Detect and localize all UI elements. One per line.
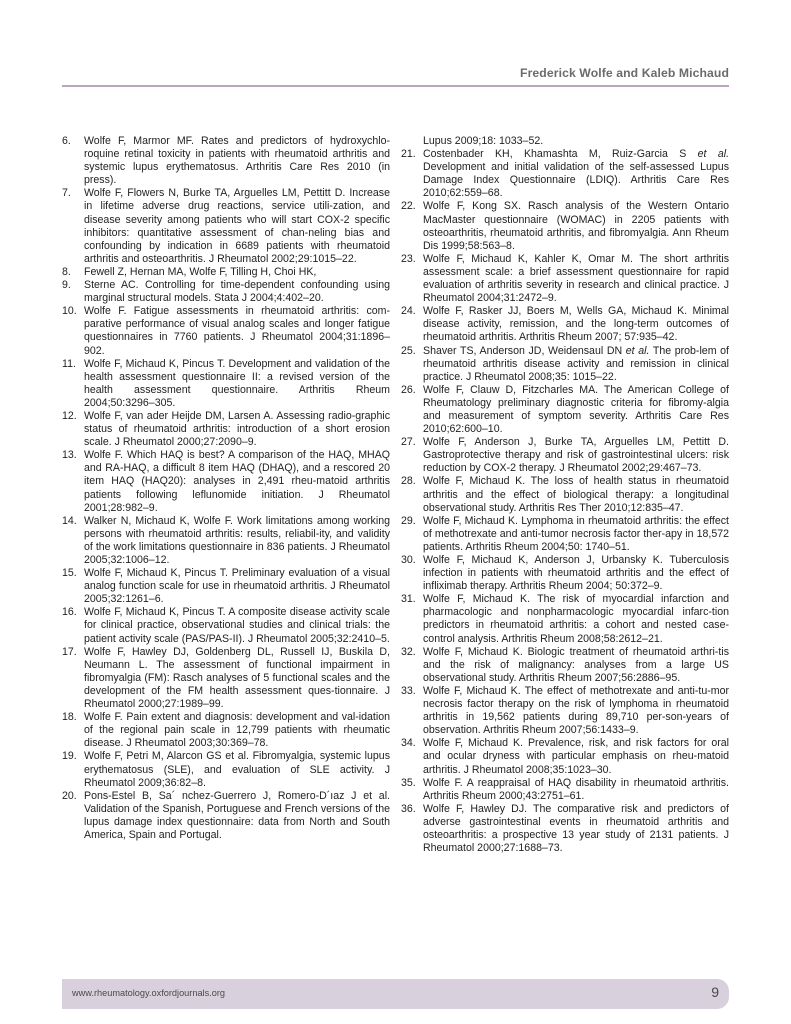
reference-text: Wolfe F, Flowers N, Burke TA, Arguelles LM, Pettitt D. Increase in lifetime adverse drug reactions, service utili-zation, and disease severity among patients who will start COX-2 specific inhibitors: quantitative assessment of chan-neling bias and confounding by indication in 6689 patients with rheumatoid arthritis and osteoarthritis. J Rheumatol 2002;29:1015–22.	[84, 187, 390, 265]
reference-text: Wolfe F. Which HAQ is best? A comparison of the HAQ, MHAQ and RA-HAQ, a difficult 8 item HAQ (DHAQ), and a rescored 20 item HAQ (HAQ20): analyses in 2,491 rheu-matoid arthritis patients following leflunomide initiation. J Rheumatol 2001;28:982–9.	[84, 449, 390, 514]
reference-text: Wolfe F, Michaud K, Anderson J, Urbansky K. Tuberculosis infection in patients with rheumatoid arthritis and the effect of infliximab therapy. Arthritis Rheum 2004; 50:372–9.	[423, 554, 729, 593]
reference-text: Pons-Estel B, Sa´ nchez-Guerrero J, Romero-D´ıaz J et al. Validation of the Spanish, Portuguese and French versions of the lupus damage index questionnaire: data from North and South America, Spain and Portugal.	[84, 789, 390, 841]
reference-text: Sterne AC. Controlling for time-dependent confounding using marginal structural models. Stata J 2004;4:402–20.	[84, 279, 390, 305]
reference-text: Wolfe F, Michaud K. The effect of methotrexate and anti-tu-mor necrosis factor therapy on the risk of lymphoma in rheumatoid arthritis in 19,562 patients during 89,710 per-son-years of observation. Arthritis Rheum 2007;56:1433–9.	[423, 684, 729, 737]
reference-item	[401, 200, 729, 252]
reference-item	[401, 253, 729, 305]
page-number: 9	[711, 984, 719, 1000]
reference-number: 28.	[401, 475, 416, 488]
reference-number: 6.	[62, 135, 71, 147]
reference-item	[401, 803, 729, 855]
reference-text: Wolfe F, Michaud K. The loss of health status in rheumatoid arthritis and the effect of biological therapy: a longitudinal observational study. Arthritis Res Ther 2010;12:835–47.	[423, 475, 729, 514]
reference-et-al: et al.	[625, 344, 650, 357]
reference-item	[401, 345, 729, 384]
reference-item	[401, 515, 729, 554]
references-right-column	[401, 135, 729, 855]
reference-text: Wolfe F, Marmor MF. Rates and predictors of hydroxychlo-roquine retinal toxicity in patients with rheumatoid arthritis and systemic lupus erythematosus. Arthritis Care Res 2010 (in press).	[84, 135, 390, 187]
reference-item	[62, 750, 390, 789]
reference-text-part: The prob-lem of rheumatoid arthritis disease activity and remission in clinical practice. J Rheumatol 2008;35: 1015–22.	[423, 344, 729, 383]
reference-text: Wolfe F, Anderson J, Burke TA, Arguelles LM, Pettitt D. Gastroprotective therapy and risk of gastrointestinal ulcers: risk reduction by COX-2 therapy. J Rheumatol 2002;29:467–73.	[423, 436, 729, 475]
reference-text: Wolfe F, Michaud K. Lymphoma in rheumatoid arthritis: the effect of methotrexate and anti-tumor necrosis factor ther-apy in 18,572 patients. Arthritis Rheum 2004;50: 1740–51.	[423, 514, 729, 553]
reference-number: 29.	[401, 514, 416, 527]
references-left-column	[62, 135, 390, 842]
reference-text: Wolfe F, Rasker JJ, Boers M, Wells GA, Michaud K. Minimal disease activity, remission, and the long-term outcomes of rheumatoid arthritis. Arthritis Rheum 2007; 57:935–42.	[423, 305, 729, 344]
reference-item	[62, 187, 390, 266]
reference-text: Wolfe F, van ader Heijde DM, Larsen A. Assessing radio-graphic status of rheumatoid arthritis: introduction of a short erosion scale. J Rheumatol 2000;27:2090–9.	[84, 409, 390, 449]
reference-text: Wolfe F, Michaud K, Pincus T. Preliminary evaluation of a visual analog function scale for use in rheumatoid arthritis. J Rheumatol 2005;32:1261–6.	[84, 567, 390, 606]
header-rule	[62, 85, 729, 87]
reference-text: Fewell Z, Hernan MA, Wolfe F, Tilling H, Choi HK,	[84, 265, 317, 278]
reference-item	[401, 646, 729, 685]
reference-item	[62, 646, 390, 711]
reference-number: 26.	[401, 383, 416, 396]
reference-text: Walker N, Michaud K, Wolfe F. Work limitations among working persons with rheumatoid arthritis: results, reliabil-ity, and validity of the work limitations questionnaire in 836 patients. J Rheumatol 2005;32:1006–12.	[84, 514, 390, 566]
reference-item	[62, 449, 390, 514]
reference-item	[401, 305, 729, 344]
reference-number: 36.	[401, 802, 416, 815]
journal-url-link[interactable]: www.rheumatology.oxfordjournals.org	[72, 988, 226, 998]
reference-number: 8.	[62, 265, 71, 278]
reference-item	[62, 358, 390, 410]
reference-number: 35.	[401, 776, 416, 789]
reference-number: 23.	[401, 252, 416, 265]
reference-item	[401, 685, 729, 737]
reference-text: Wolfe F, Michaud K, Pincus T. A composite disease activity scale for clinical practice, observational studies and clinical trials: the patient activity scale (PAS/PAS-II). J Rheumatol 2005;32:2410–5.	[84, 606, 390, 645]
reference-number: 24.	[401, 305, 416, 318]
reference-text: Wolfe F, Michaud K. Prevalence, risk, and risk factors for oral and ocular dryness with particular emphasis on rheu-matoid arthritis. J Rheumatol 2008;35:1023–30.	[423, 737, 729, 776]
reference-number: 22.	[401, 200, 416, 213]
reference-item	[401, 737, 729, 776]
reference-text: Wolfe F. Pain extent and diagnosis: development and val-idation of the regional pain scale in 12,799 patients with rheumatic disease. J Rheumatol 2003;30:369–78.	[84, 711, 390, 750]
reference-item	[62, 515, 390, 567]
reference-item	[62, 266, 390, 279]
reference-text: Wolfe F, Clauw D, Fitzcharles MA. The American College of Rheumatology preliminary diagnostic criteria for fibromy-algia and measurement of symptom severity. Arthritis Care Res 2010;62:600–10.	[423, 383, 729, 436]
reference-text: Wolfe F, Michaud K, Kahler K, Omar M. The short arthritis assessment scale: a brief assessment questionnaire for rapid evaluation of arthritis severity in research and clinical practice. J Rheumatol 2004;31:2472–9.	[423, 252, 729, 305]
reference-text: Wolfe F. Fatigue assessments in rheumatoid arthritis: com-parative performance of visual analog scales and longer fatigue questionnaires in 7760 patients. J Rheumatol 2004;31:1896–902.	[84, 305, 390, 357]
reference-text: Wolfe F. A reappraisal of HAQ disability in rheumatoid arthritis. Arthritis Rheum 2000;43:2751–61.	[423, 776, 729, 802]
reference-et-al: et al.	[697, 148, 730, 161]
reference-number: 12.	[62, 409, 77, 422]
reference-number: 32.	[401, 645, 416, 658]
reference-item	[62, 135, 390, 187]
reference-item	[401, 135, 729, 148]
reference-item	[401, 148, 729, 200]
reference-number: 7.	[62, 187, 71, 200]
reference-number: 17.	[62, 645, 77, 658]
reference-item	[62, 410, 390, 449]
reference-item	[401, 777, 729, 803]
reference-number: 34.	[401, 737, 416, 750]
reference-text: Lupus 2009;18: 1033–52.	[423, 135, 544, 147]
reference-number: 19.	[62, 750, 77, 763]
reference-text: Wolfe F, Michaud K. The risk of myocardial infarction and pharmacologic and nonpharmacologic myocardial infarc-tion predictors in rheumatoid arthritis: a cohort and nested case-control analysis. Arthritis Rheum 2008;58:2612–21.	[423, 593, 729, 645]
reference-number: 14.	[62, 514, 77, 527]
reference-number: 20.	[62, 789, 77, 802]
reference-item	[401, 475, 729, 514]
reference-item	[401, 554, 729, 593]
reference-text: Wolfe F, Michaud K, Pincus T. Development and validation of the health assessment questionnaire II: a revised version of the health assessment questionnaire. Arthritis Rheum 2004;50:3296–305.	[84, 357, 390, 409]
reference-number: 30.	[401, 554, 416, 566]
reference-number: 33.	[401, 684, 416, 697]
reference-text-part: Costenbader KH, Khamashta M, Ruiz-Garcia S	[423, 148, 698, 161]
reference-item	[401, 436, 729, 475]
reference-item	[62, 790, 390, 842]
reference-item	[62, 606, 390, 645]
reference-number: 16.	[62, 606, 77, 619]
reference-item	[62, 567, 390, 606]
reference-text	[423, 148, 729, 200]
reference-number: 13.	[62, 449, 77, 462]
reference-item	[401, 384, 729, 436]
reference-number: 18.	[62, 711, 77, 724]
reference-item	[62, 279, 390, 305]
reference-text-part: Development and initial validation of the self-assessed Lupus Damage Index Questionnaire (LDIQ). Arthritis Care Res 2010;62:559–68.	[423, 161, 729, 200]
reference-number: 9.	[62, 279, 71, 292]
reference-text	[423, 345, 729, 384]
running-header-authors: Frederick Wolfe and Kaleb Michaud	[520, 66, 729, 80]
reference-text: Wolfe F, Michaud K. Biologic treatment of rheumatoid arthri-tis and the risk of malignancy: analyses from a large US observational study. Arthritis Rheum 2007;56:2886–95.	[423, 645, 729, 684]
reference-text: Wolfe F, Kong SX. Rasch analysis of the Western Ontario MacMaster questionnaire (WOMAC) in 2205 patients with osteoarthritis, rheumatoid arthritis, and fibromyalgia. Ann Rheum Dis 1999;58:563–8.	[423, 200, 729, 252]
reference-number: 15.	[62, 567, 77, 580]
reference-text: Wolfe F, Hawley DJ. The comparative risk and predictors of adverse gastrointestinal events in rheumatoid arthritis and osteoarthritis: a prospective 13 year study of 2131 patients. J Rheumatol 2000;27:1688–73.	[423, 802, 729, 855]
reference-number: 11.	[62, 357, 76, 370]
reference-text-part: Shaver TS, Anderson JD, Weidensaul DN	[423, 344, 626, 357]
reference-number: 31.	[401, 593, 416, 606]
reference-number	[401, 135, 423, 148]
reference-number: 21.	[401, 148, 416, 161]
reference-item	[62, 711, 390, 750]
reference-text: Wolfe F, Petri M, Alarcon GS et al. Fibromyalgia, systemic lupus erythematosus (SLE), and evaluation of SLE activity. J Rheumatol 2009;36:82–8.	[84, 750, 390, 789]
reference-text: Wolfe F, Hawley DJ, Goldenberg DL, Russell IJ, Buskila D, Neumann L. The assessment of functional impairment in fibromyalgia (FM): Rasch analyses of 5 functional scales and the development of the FM health assessment ques-tionnaire. J Rheumatol 2000;27:1989–99.	[84, 645, 390, 711]
reference-number: 10.	[62, 305, 77, 318]
reference-number: 25.	[401, 344, 416, 357]
reference-item	[401, 593, 729, 645]
reference-number: 27.	[401, 436, 416, 449]
reference-item	[62, 305, 390, 357]
